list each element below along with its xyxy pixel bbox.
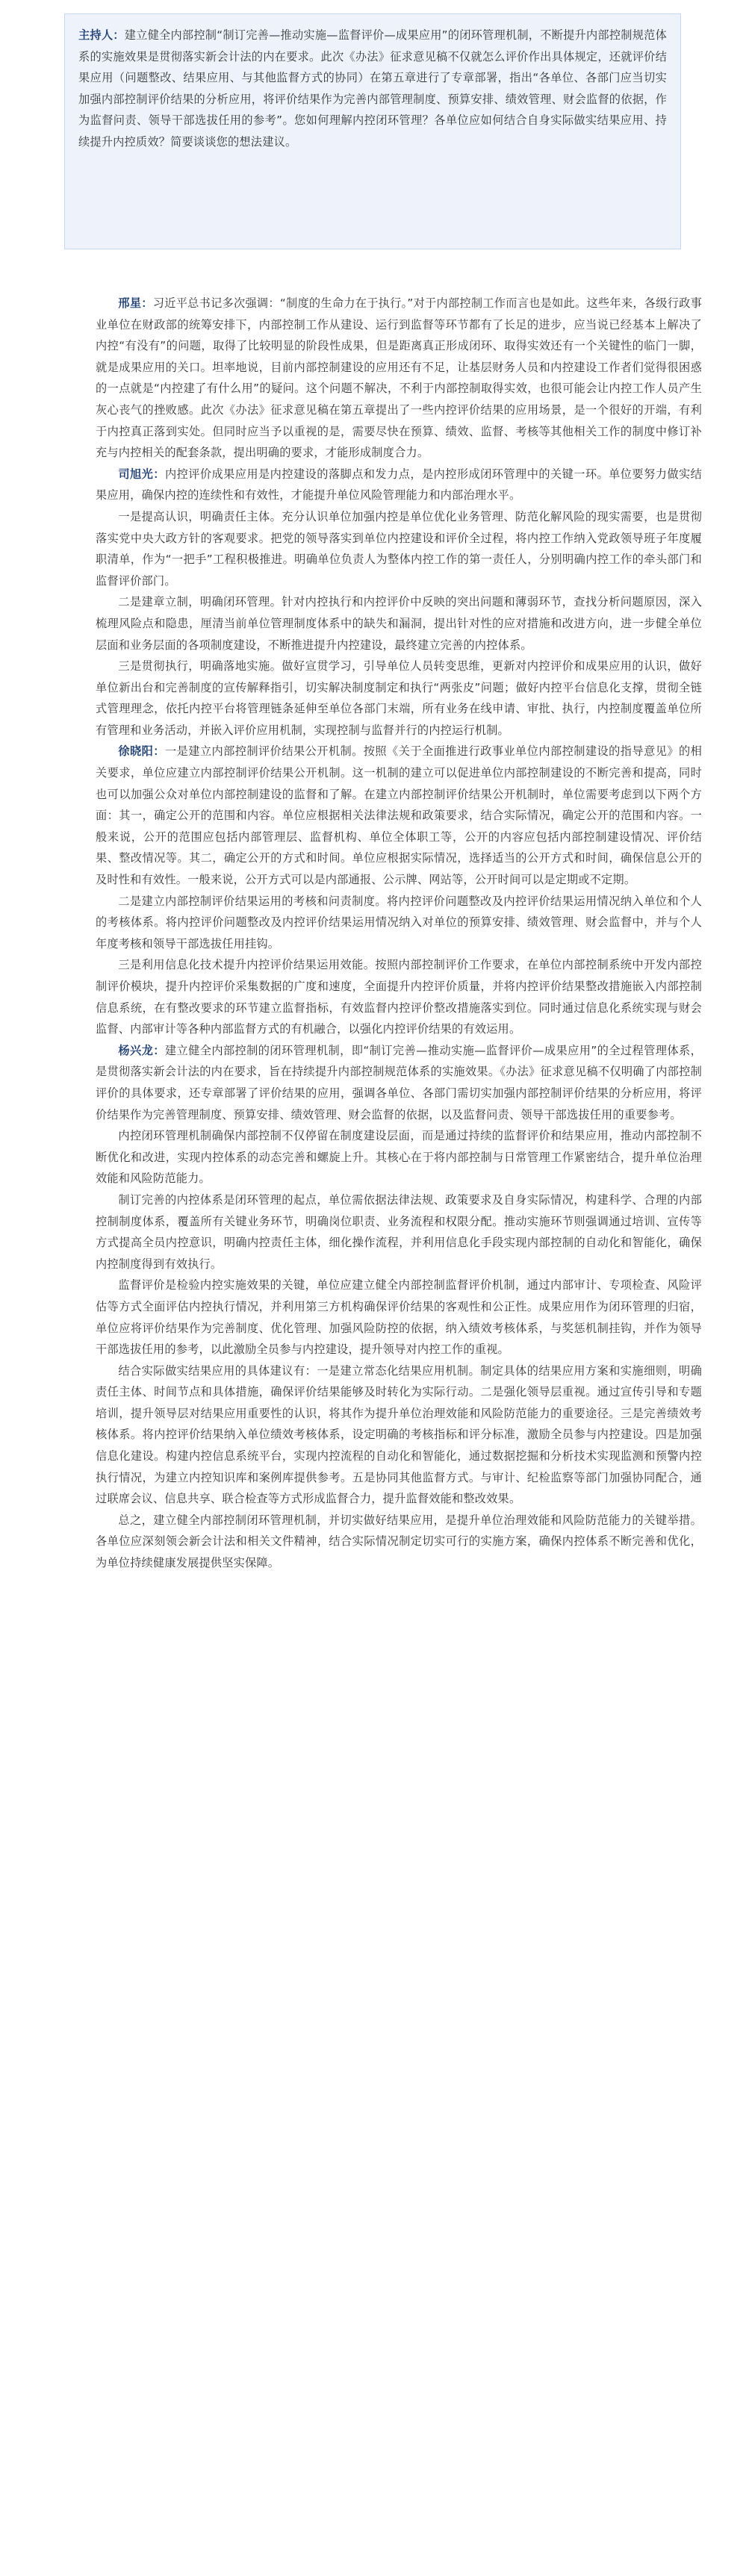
paragraph-text: 习近平总书记多次强调：“制度的生命力在于执行。”对于内部控制工作而言也是如此。这些年来，各级行政事业单位在财政部的统筹安排下，内部控制工作从建设、运行到监督等环节都有了长足的进步，应当说已经基本上解决了内控“有没有”的问题，取得了比较明显的阶段性成果，但是距离真正形成闭环、取得实效还有一个关键性的临门一脚，就是成果应用的关口。坦率地说，目前内部控制建设的应用还有不足，让基层财务人员和内控建设工作者们觉得很困惑的一点就是“内控建了有什么用”的疑问。这个问题不解决，不利于内部控制取得实效，也很可能会让内控工作人员产生灰心丧气的挫败感。此次《办法》征求意见稿在第五章提出了一些内控评价结果的应用场景，是一个很好的开端，有利于内控真正落到实处。但同时应当予以重视的是，需要尽快在预算、绩效、监督、考核等其他相关工作的制度中修订补充与内控相关的配套条款，提出明确的要求，才能形成制度合力。: [96, 296, 702, 460]
paragraph: [96, 1125, 702, 1189]
speaker-name: 司旭光：: [118, 467, 165, 481]
paragraph: [96, 1360, 702, 1510]
paragraph-text: 制订完善的内控体系是闭环管理的起点，单位需依据法律法规、政策要求及自身实际情况，构建科学、合理的内部控制制度体系，覆盖所有关键业务环节，明确岗位职责、业务流程和权限分配。推动实施环节则强调通过培训、宣传等方式提高全员内控意识，明确内控责任主体，细化操作流程，并利用信息化手段实现内部控制的自动化和智能化，确保内控制度得到有效执行。: [96, 1192, 702, 1271]
paragraph: [96, 464, 702, 506]
paragraph-text: 二是建章立制，明确闭环管理。针对内控执行和内控评价中反映的突出问题和薄弱环节，查找分析问题原因，深入梳理风险点和隐患，厘清当前单位管理制度体系中的缺失和漏洞，提出针对性的应对措施和改进方向，进一步健全单位层面和业务层面的各项制度建设，不断推进提升内控建设，最终建立完善的内控体系。: [96, 595, 702, 652]
paragraph: [96, 1189, 702, 1275]
paragraph: [96, 506, 702, 591]
paragraph-text: 二是建立内部控制评价结果运用的考核和问责制度。将内控评价问题整改及内控评价结果运用情况纳入单位和个人的考核体系。将内控评价问题整改及内控评价结果运用情况纳入对单位的预算安排、绩效管理、财会监督中，并与个人年度考核和领导干部选拔任用挂钩。: [96, 894, 702, 951]
host-text: 建立健全内部控制“制订完善—推动实施—监督评价—成果应用”的闭环管理机制，不断提升内部控制规范体系的实施效果是贯彻落实新会计法的内在要求。此次《办法》征求意见稿不仅就怎么评价作出具体规定，还就评价结果应用（问题整改、结果应用、与其他监督方式的协同）在第五章进行了专章部署，指出“各单位、各部门应当切实加强内部控制评价结果的分析应用，将评价结果作为完善内部管理制度、预算安排、绩效管理、财会监督的依据，作为监督问责、领导干部选拔任用的参考”。您如何理解内控闭环管理？各单位应如何结合自身实际做实结果应用、持续提升内控质效？简要谈谈您的想法建议。: [78, 28, 667, 149]
paragraph-text: 内控评价成果应用是内控建设的落脚点和发力点，是内控形成闭环管理中的关键一环。单位要努力做实结果应用，确保内控的连续性和有效性，才能提升单位风险管理能力和内部治理水平。: [96, 467, 702, 503]
paragraph: [96, 1275, 702, 1360]
host-question-box: [64, 13, 681, 249]
paragraph: [96, 293, 702, 464]
paragraph: [96, 656, 702, 741]
paragraph-text: 监督评价是检验内控实施效果的关键，单位应建立健全内部控制监督评价机制，通过内部审计、专项检查、风险评估等方式全面评估内控执行情况，并利用第三方机构确保评价结果的客观性和公正性。成果应用作为闭环管理的归宿，单位应将评价结果作为完善制度、优化管理、加强风险防控的依据，纳入绩效考核体系，与奖惩机制挂钩，并作为领导干部选拔任用的参考，以此激励全员参与内控建设，提升领导对内控工作的重视。: [96, 1278, 702, 1357]
paragraph-text: 三是利用信息化技术提升内控评价结果运用效能。按照内部控制评价工作要求，在单位内部控制系统中开发内部控制评价模块，提升内控评价采集数据的广度和速度，全面提升内控评价质量，并将内控评价结果整改措施嵌入内部控制信息系统，在有整改要求的环节建立监督指标，有效监督内控评价整改措施落实到位。同时通过信息化系统实现与财会监督、内部审计等各种内部监督方式的有机融合，以强化内控评价结果的有效运用。: [96, 958, 702, 1036]
paragraph: [96, 1510, 702, 1574]
paragraph: [96, 891, 702, 955]
speaker-name: 邢星：: [118, 296, 153, 310]
paragraph-text: 三是贯彻执行，明确落地实施。做好宣贯学习，引导单位人员转变思维，更新对内控评价和成果应用的认识，做好单位新出台和完善制度的宣传解释指引，切实解决制度制定和执行“两张皮”问题；做好内控平台信息化支撑，贯彻全链式管理理念，依托内控平台将管理链条延伸至单位各部门末端，所有业务在线申请、审批、执行，内控制度覆盖单位所有管理和业务活动，并嵌入评价应用机制，实现控制与监督并行的内控运行机制。: [96, 659, 702, 737]
host-speaker: 主持人：: [78, 28, 125, 42]
paragraph-text: 内控闭环管理机制确保内部控制不仅停留在制度建设层面，而是通过持续的监督评价和结果应用，推动内部控制不断优化和改进，实现内控体系的动态完善和螺旋上升。其核心在于将内部控制与日常管理工作紧密结合，提升单位治理效能和风险防范能力。: [96, 1129, 702, 1186]
speaker-name: 徐晓阳：: [118, 744, 165, 759]
paragraph: [96, 1040, 702, 1125]
paragraph: [96, 741, 702, 890]
paragraph-text: 一是建立内部控制评价结果公开机制。按照《关于全面推进行政事业单位内部控制建设的指导意见》的相关要求，单位应建立内部控制评价结果公开机制。这一机制的建立可以促进单位内部控制建设的不断完善和提高，同时也可以加强公众对单位内部控制建设的监督和了解。在建立内部控制评价结果公开机制时，单位需要考虑到以下两个方面：其一，确定公开的范围和内容。单位应根据相关法律法规和政策要求，结合实际情况，确定公开的范围和内容。一般来说，公开的范围应包括内部管理层、监督机构、单位全体职工等，公开的内容应包括内部控制建设情况、评价结果、整改情况等。其二，确定公开的方式和时间。单位应根据实际情况，选择适当的公开方式和时间，确保信息公开的及时性和有效性。一般来说，公开方式可以是内部通报、公示牌、网站等，公开时间可以是定期或不定期。: [96, 744, 702, 887]
paragraph-text: 结合实际做实结果应用的具体建议有：一是建立常态化结果应用机制。制定具体的结果应用方案和实施细则，明确责任主体、时间节点和具体措施，确保评价结果能够及时转化为实际行动。二是强化领导层重视。通过宣传引导和专题培训，提升领导层对结果应用重要性的认识，将其作为提升单位治理效能和风险防范能力的重要途径。三是完善绩效考核体系。将内控评价结果纳入单位绩效考核体系，设定明确的考核指标和评分标准，激励全员参与内控建设。四是加强信息化建设。构建内控信息系统平台，实现内控流程的自动化和智能化，通过数据挖掘和分析技术实现监测和预警内控执行情况，为建立内控知识库和案例库提供参考。五是协同其他监督方式。与审计、纪检监察等部门加强协同配合，通过联席会议、信息共享、联合检查等方式形成监督合力，提升监督效能和整改效果。: [96, 1363, 702, 1506]
paragraph: [96, 954, 702, 1039]
host-question: [78, 25, 667, 152]
paragraph-text: 一是提高认识，明确责任主体。充分认识单位加强内控是单位优化业务管理、防范化解风险的现实需要，也是贯彻落实党中央大政方针的客观要求。把党的领导落实到单位内控建设和评价全过程，将内控工作纳入党政领导班子年度履职清单，作为“一把手”工程积极推进。明确单位负责人为整体内控工作的第一责任人，分别明确内控工作的牵头部门和监督评价部门。: [96, 509, 702, 588]
paragraph-text: 总之，建立健全内部控制闭环管理机制，并切实做好结果应用，是提升单位治理效能和风险防范能力的关键举措。各单位应深刻领会新会计法和相关文件精神，结合实际情况制定切实可行的实施方案，确保内控体系不断完善和优化，为单位持续健康发展提供坚实保障。: [96, 1513, 702, 1570]
speaker-name: 杨兴龙：: [118, 1043, 165, 1057]
paragraph-text: 建立健全内部控制的闭环管理机制，即“制订完善—推动实施—监督评价—成果应用”的全过程管理体系，是贯彻落实新会计法的内在要求，旨在持续提升内部控制规范体系的实施效果。《办法》征求意见稿不仅明确了内部控制评价的具体要求，还专章部署了评价结果的应用，强调各单位、各部门需切实加强内部控制评价结果的分析应用，将评价结果作为完善管理制度、预算安排、绩效管理、财会监督的依据，以及监督问责、领导干部选拔任用的重要参考。: [96, 1043, 702, 1121]
article-body: [96, 293, 702, 2563]
paragraph: [96, 591, 702, 656]
